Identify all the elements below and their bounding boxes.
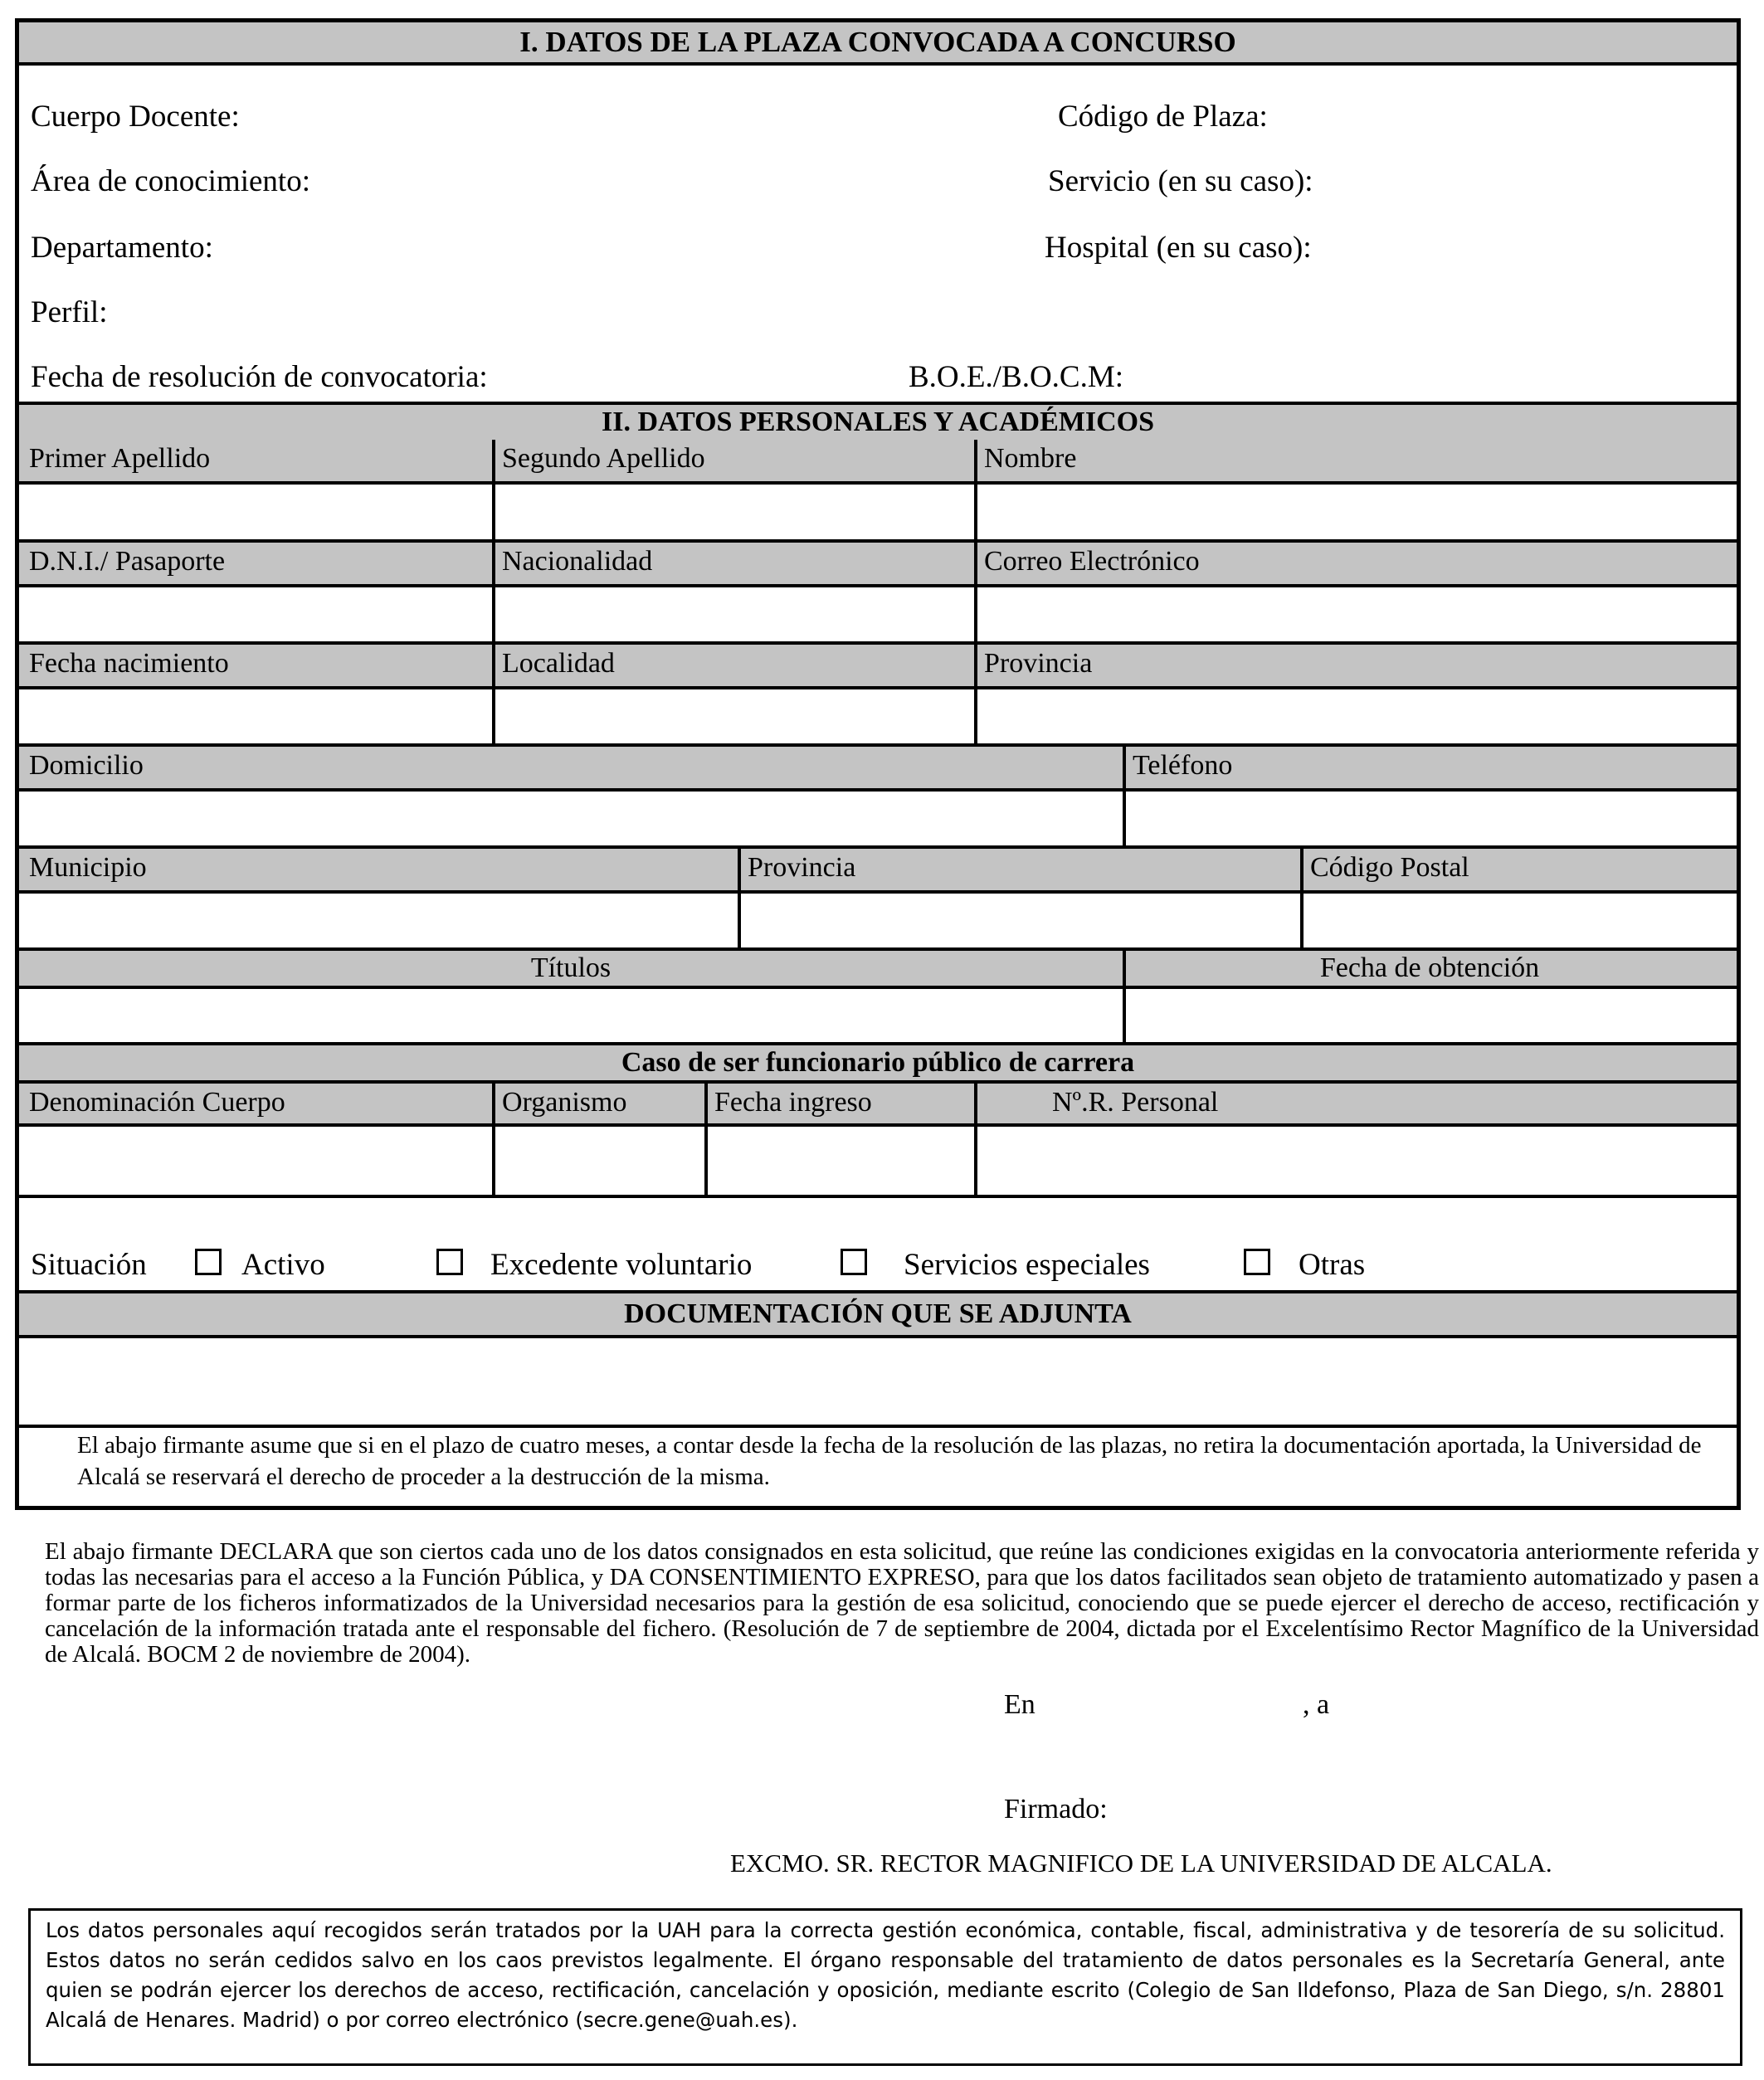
- codigo-postal-field[interactable]: [1304, 894, 1737, 947]
- titulos-field[interactable]: [19, 989, 1123, 1042]
- organismo-label: Organismo: [492, 1080, 704, 1127]
- column-divider: [974, 440, 977, 743]
- segundo-apellido-field[interactable]: [495, 485, 974, 539]
- en-label: En: [1004, 1689, 1035, 1720]
- servicios-especiales-checkbox[interactable]: [841, 1249, 867, 1275]
- localidad-field[interactable]: [495, 689, 974, 743]
- municipio-label: Municipio: [19, 845, 738, 894]
- boe-label: B.O.E./B.O.C.M:: [909, 360, 1124, 394]
- provincia-field[interactable]: [977, 689, 1737, 743]
- section2-title: II. DATOS PERSONALES Y ACADÉMICOS: [19, 402, 1737, 443]
- nombre-label: Nombre: [974, 440, 1737, 485]
- primer-apellido-field[interactable]: [19, 485, 492, 539]
- activo-checkbox[interactable]: [195, 1249, 222, 1275]
- dni-label: D.N.I./ Pasaporte: [19, 539, 492, 587]
- firmado-label: Firmado:: [1004, 1794, 1108, 1824]
- provincia-label: Provincia: [974, 641, 1737, 689]
- servicio-label: Servicio (en su caso):: [1048, 164, 1313, 198]
- localidad-label: Localidad: [492, 641, 974, 689]
- excedente-checkbox[interactable]: [436, 1249, 463, 1275]
- nrp-field[interactable]: [977, 1127, 1737, 1198]
- excedente-label: Excedente voluntario: [490, 1248, 753, 1282]
- fecha-nacimiento-field[interactable]: [19, 689, 492, 743]
- column-divider: [492, 440, 495, 743]
- fecha-ingreso-field[interactable]: [708, 1127, 974, 1198]
- column-divider: [704, 1080, 708, 1198]
- row-divider: [19, 1195, 1737, 1198]
- documentacion-title: DOCUMENTACIÓN QUE SE ADJUNTA: [19, 1290, 1737, 1338]
- correo-field[interactable]: [977, 587, 1737, 641]
- activo-label: Activo: [241, 1248, 325, 1282]
- column-divider: [1300, 845, 1304, 947]
- privacy-notice: Los datos personales aquí recogidos serán tratados por la UAH para la correcta gestión económica, contable, fiscal, administrativa y de tesorería de su solicitud. Estos datos no serán cedidos salvo en los caos previstos legalmente. El órgano responsable del tratamiento de datos personales es la Secretaría General, ante quien se podrán ejercer los derechos de acceso, rectificación, cancelación y oposición, mediante escrito (Colegio de San Ildefonso, Plaza de San Diego, s/n. 28801 Alcalá de Henares. Madrid) o por correo electrónico (secre.gene@uah.es).: [28, 1908, 1742, 2066]
- fecha-obtencion-field[interactable]: [1126, 989, 1737, 1042]
- codigo-postal-label: Código Postal: [1300, 845, 1737, 894]
- nacionalidad-label: Nacionalidad: [492, 539, 974, 587]
- provincia2-label: Provincia: [738, 845, 1300, 894]
- situacion-label: Situación: [31, 1248, 147, 1282]
- primer-apellido-label: Primer Apellido: [19, 440, 492, 485]
- organismo-field[interactable]: [495, 1127, 704, 1198]
- municipio-field[interactable]: [19, 894, 738, 947]
- column-divider: [1123, 947, 1126, 1042]
- column-divider: [492, 1080, 495, 1198]
- domicilio-label: Domicilio: [19, 743, 1123, 792]
- titulos-label: Títulos: [19, 947, 1123, 989]
- otras-checkbox[interactable]: [1244, 1249, 1270, 1275]
- row-divider: [19, 1425, 1737, 1428]
- telefono-field[interactable]: [1126, 792, 1737, 845]
- declaracion-text: El abajo firmante DECLARA que son ciertos cada uno de los datos consignados en esta solicitud, que reúne las condiciones exigidas en la convocatoria anteriormente referida y todas las necesarias para el acceso a la Función Pública, y DA CONSENTIMIENTO EXPRESO, para que los datos facilitados sean objeto de tratamiento automatizado y pasen a formar parte de los ficheros informatizados de la Universidad necesarios para la gestión de esa solicitud, conociendo que se puede ejercer el derecho de acceso, rectificación y cancelación de la información tratada ante el responsable del fichero. (Resolución de 7 de septiembre de 2004, dictada por el Excelentísimo Rector Magnífico de la Universidad de Alcalá. BOCM 2 de noviembre de 2004).: [45, 1538, 1759, 1668]
- documentacion-notice: El abajo firmante asume que si en el plazo de cuatro meses, a contar desde la fecha de la resolución de las plazas, no retira la documentación aportada, la Universidad de Alcalá se reservará el derecho de proceder a la destrucción de la misma.: [77, 1432, 1702, 1490]
- documentacion-field[interactable]: [19, 1338, 1737, 1425]
- destinatario-label: EXCMO. SR. RECTOR MAGNIFICO DE LA UNIVERSIDAD DE ALCALA.: [730, 1849, 1552, 1878]
- nombre-field[interactable]: [977, 485, 1737, 539]
- area-conocimiento-label: Área de conocimiento:: [31, 164, 310, 198]
- cuerpo-docente-label: Cuerpo Docente:: [31, 100, 240, 134]
- fecha-nacimiento-label: Fecha nacimiento: [19, 641, 492, 689]
- segundo-apellido-label: Segundo Apellido: [492, 440, 974, 485]
- column-divider: [738, 845, 741, 947]
- telefono-label: Teléfono: [1123, 743, 1737, 792]
- fecha-a-label: , a: [1303, 1689, 1330, 1720]
- correo-label: Correo Electrónico: [974, 539, 1737, 587]
- denominacion-label: Denominación Cuerpo: [19, 1080, 492, 1127]
- column-divider: [1123, 743, 1126, 845]
- hospital-label: Hospital (en su caso):: [1045, 231, 1312, 265]
- fecha-resolucion-label: Fecha de resolución de convocatoria:: [31, 360, 488, 394]
- nrp-label: Nº.R. Personal: [974, 1080, 1737, 1127]
- dni-field[interactable]: [19, 587, 492, 641]
- section1-title: I. DATOS DE LA PLAZA CONVOCADA A CONCURSO: [19, 22, 1737, 66]
- fecha-obtencion-label: Fecha de obtención: [1123, 947, 1737, 989]
- perfil-label: Perfil:: [31, 295, 108, 329]
- otras-label: Otras: [1299, 1248, 1366, 1282]
- denominacion-field[interactable]: [19, 1127, 492, 1198]
- column-divider: [974, 1080, 977, 1198]
- servicios-especiales-label: Servicios especiales: [904, 1248, 1150, 1282]
- domicilio-field[interactable]: [19, 792, 1123, 845]
- provincia2-field[interactable]: [741, 894, 1300, 947]
- funcionario-title: Caso de ser funcionario público de carrera: [19, 1042, 1737, 1084]
- fecha-ingreso-label: Fecha ingreso: [704, 1080, 974, 1127]
- nacionalidad-field[interactable]: [495, 587, 974, 641]
- application-form: [15, 18, 1741, 1510]
- codigo-plaza-label: Código de Plaza:: [1058, 100, 1268, 134]
- departamento-label: Departamento:: [31, 231, 213, 265]
